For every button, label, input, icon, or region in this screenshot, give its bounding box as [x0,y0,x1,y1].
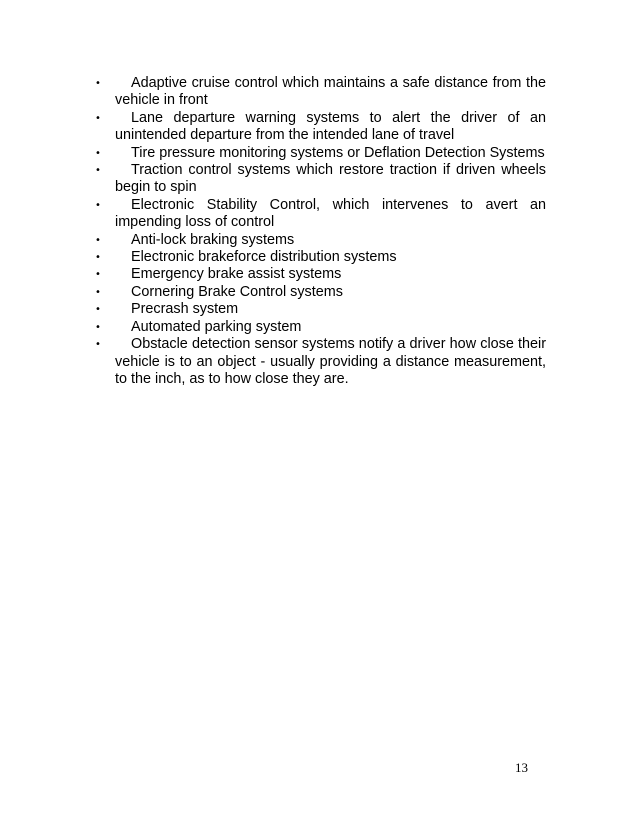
list-item-text: Traction control systems which restore traction if driven wheels begin to spin [115,162,546,196]
list-item-text: Obstacle detection sensor systems notify a driver how close their vehicle is to an object - usually providing a distance measurement, to the inch, as to how close they are. [115,336,546,387]
bullet-icon: • [95,321,101,333]
list-item-text: Lane departure warning systems to alert the driver of an unintended departure from the intended lane of travel [115,109,546,144]
list-item-brakeforce-distribution [84,249,546,266]
list-item-automated-parking [84,319,546,336]
feature-bullet-list [84,75,546,388]
bullet-icon: • [95,112,101,124]
bullet-icon: • [95,199,101,211]
list-item-text: Emergency brake assist systems [131,266,342,283]
list-item-electronic-stability-control [84,197,546,232]
list-item-text: Adaptive cruise control which maintains a safe distance from the vehicle in front [115,75,546,109]
bullet-icon: • [95,269,101,281]
list-item-text: Tire pressure monitoring systems or Deflation Detection Systems [131,144,545,161]
list-item-cornering-brake-control [84,284,546,301]
list-item-anti-lock-braking [84,232,546,249]
list-item-lane-departure-warning [84,110,546,145]
list-item-traction-control [84,162,546,197]
bullet-icon: • [95,147,101,159]
list-item-text: Anti-lock braking systems [131,231,295,248]
bullet-icon: • [95,165,101,177]
bullet-icon: • [95,304,101,316]
list-item-text: Automated parking system [131,318,302,335]
list-item-adaptive-cruise-control [84,75,546,110]
bullet-icon: • [95,286,101,298]
list-item-text: Electronic brakeforce distribution systems [131,249,397,266]
page-number: 13 [515,760,528,775]
list-item-text: Precrash system [131,301,239,318]
list-item-tire-pressure-monitoring [84,145,546,162]
list-item-obstacle-detection [84,336,546,388]
bullet-icon: • [95,78,101,89]
list-item-text: Electronic Stability Control, which intervenes to avert an impending loss of control [115,196,546,231]
list-item-text: Cornering Brake Control systems [131,283,343,300]
bullet-icon: • [95,234,101,246]
list-item-emergency-brake-assist [84,266,546,283]
bullet-icon: • [95,252,101,264]
list-item-precrash-system [84,301,546,318]
bullet-icon: • [95,339,101,351]
